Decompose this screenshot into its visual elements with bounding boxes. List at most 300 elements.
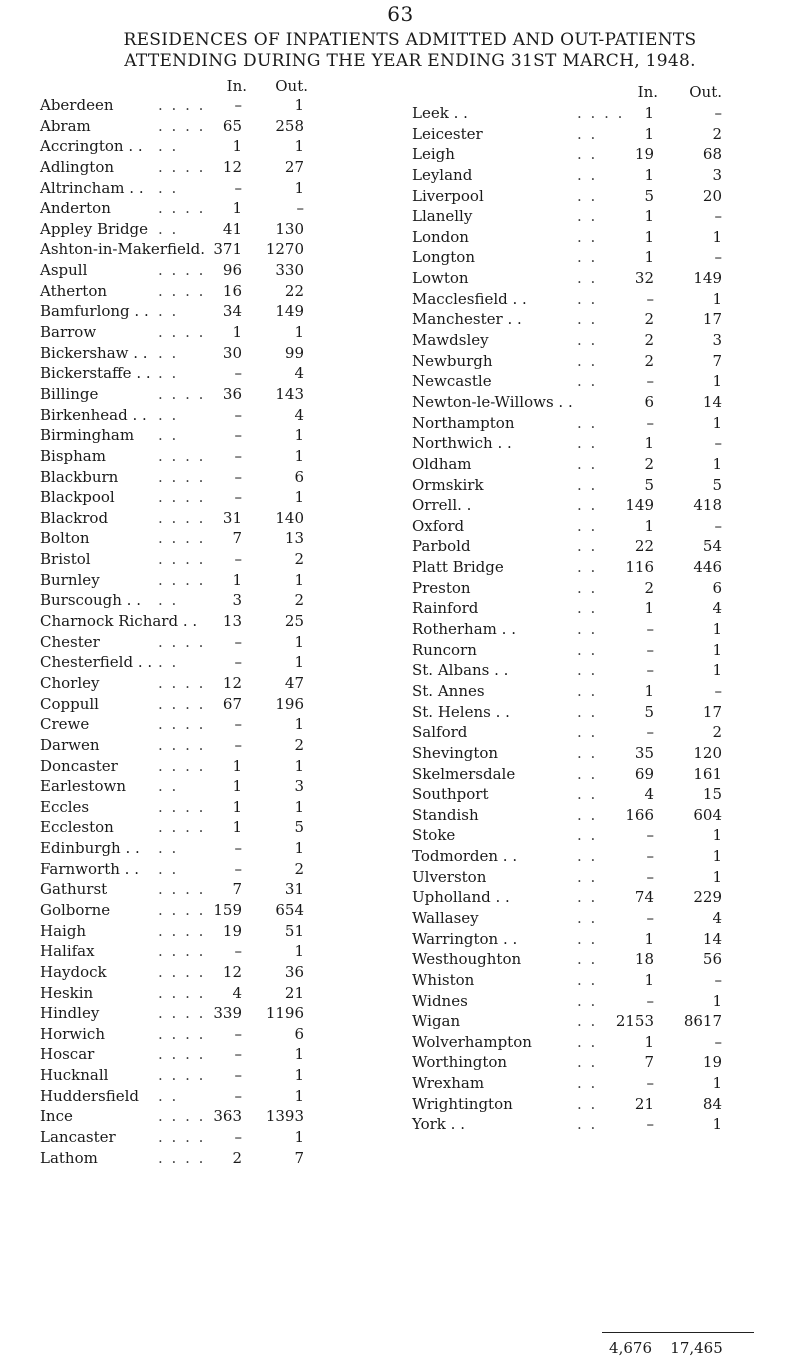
table-row bbox=[40, 632, 370, 653]
in-count: 21 bbox=[634, 1094, 654, 1113]
table-row bbox=[412, 516, 742, 537]
place-name: Aspull bbox=[40, 261, 88, 280]
in-count: 1 bbox=[644, 516, 654, 535]
out-count: 1 bbox=[294, 426, 304, 445]
leader-dots: . . bbox=[577, 537, 598, 556]
table-row bbox=[412, 268, 742, 289]
in-count: – bbox=[234, 96, 242, 114]
place-name: St. Albans . . bbox=[412, 661, 509, 680]
out-count: 1 bbox=[294, 942, 304, 961]
place-name: Charnock Richard . . bbox=[40, 612, 198, 631]
in-count: 2 bbox=[644, 331, 654, 350]
place-name: Aberdeen bbox=[40, 96, 114, 114]
in-count: – bbox=[234, 1066, 242, 1085]
table-row bbox=[40, 363, 370, 384]
in-count: – bbox=[234, 426, 242, 445]
out-count: 2 bbox=[712, 124, 722, 143]
place-name: Worthington bbox=[412, 1053, 508, 1072]
place-name: Eccleston bbox=[40, 818, 114, 837]
in-count: 5 bbox=[644, 475, 654, 494]
leader-dots: . . bbox=[158, 178, 179, 197]
table-row bbox=[412, 1052, 742, 1073]
out-count: 258 bbox=[275, 116, 304, 135]
table-row bbox=[40, 962, 370, 983]
in-count: 7 bbox=[232, 880, 242, 899]
table-row bbox=[412, 846, 742, 867]
leader-dots: . . . . bbox=[158, 735, 206, 754]
place-name: Southport bbox=[412, 785, 489, 804]
in-header: In. bbox=[226, 77, 247, 95]
leader-dots: . . . . bbox=[158, 715, 206, 734]
table-row bbox=[40, 467, 370, 488]
table-row bbox=[40, 879, 370, 900]
leader-dots: . . bbox=[577, 702, 598, 721]
table-row bbox=[40, 1044, 370, 1065]
in-count: – bbox=[234, 488, 242, 507]
out-count: 1 bbox=[294, 446, 304, 465]
leader-dots: . . bbox=[577, 207, 598, 226]
table-row bbox=[412, 722, 742, 743]
leader-dots: . . . . bbox=[158, 962, 206, 981]
leader-dots: . . . . bbox=[158, 570, 206, 589]
out-count: 1 bbox=[294, 1128, 304, 1147]
place-name: Stoke bbox=[412, 826, 456, 845]
out-count: 54 bbox=[702, 537, 722, 556]
out-count: 2 bbox=[294, 550, 304, 569]
leader-dots: . . . . bbox=[158, 756, 206, 775]
leader-dots: . . . . bbox=[158, 1024, 206, 1043]
totals-row bbox=[596, 1339, 723, 1357]
table-row bbox=[412, 949, 742, 970]
place-name: Burscough . . bbox=[40, 591, 141, 610]
table-row bbox=[40, 1148, 370, 1169]
out-count: 27 bbox=[284, 157, 304, 176]
out-count: 140 bbox=[275, 508, 304, 527]
in-count: 1 bbox=[644, 681, 654, 700]
table-row bbox=[40, 735, 370, 756]
place-name: Gathurst bbox=[40, 880, 108, 899]
table-row bbox=[40, 281, 370, 302]
place-name: Hucknall bbox=[40, 1066, 109, 1085]
in-count: 67 bbox=[222, 694, 242, 713]
leader-dots: . . . . bbox=[158, 880, 206, 899]
table-row bbox=[40, 487, 370, 508]
table-row bbox=[412, 1114, 742, 1135]
leader-dots: . . bbox=[577, 908, 598, 927]
table-row bbox=[412, 144, 742, 165]
in-count: – bbox=[646, 1074, 654, 1093]
out-count: 14 bbox=[702, 929, 722, 948]
table-row bbox=[412, 825, 742, 846]
place-name: St. Annes bbox=[412, 681, 485, 700]
place-name: Warrington . . bbox=[412, 929, 518, 948]
in-count: 1 bbox=[232, 323, 242, 342]
out-count: 1 bbox=[712, 227, 722, 246]
out-count: 330 bbox=[275, 261, 304, 280]
table-row bbox=[412, 784, 742, 805]
leader-dots: . . bbox=[577, 227, 598, 246]
out-count: 1 bbox=[712, 413, 722, 432]
in-count: 16 bbox=[222, 281, 242, 300]
table-row bbox=[40, 1065, 370, 1086]
in-count: – bbox=[646, 640, 654, 659]
in-count: 371 bbox=[213, 240, 242, 259]
place-name: Bamfurlong . . bbox=[40, 302, 149, 321]
out-count: – bbox=[714, 970, 722, 989]
place-name: Eccles bbox=[40, 797, 90, 816]
in-count: 18 bbox=[634, 950, 654, 969]
place-name: Westhoughton bbox=[412, 950, 522, 969]
place-name: Leyland bbox=[412, 165, 473, 184]
table-row bbox=[40, 611, 370, 632]
in-count: 7 bbox=[232, 529, 242, 548]
out-count: 2 bbox=[294, 591, 304, 610]
in-count: 31 bbox=[222, 508, 242, 527]
place-name: Whiston bbox=[412, 970, 475, 989]
left-column-header bbox=[40, 77, 370, 97]
place-name: Edinburgh . . bbox=[40, 839, 140, 858]
in-count: 4 bbox=[232, 983, 242, 1002]
in-count: – bbox=[234, 653, 242, 672]
table-row bbox=[412, 433, 742, 454]
table-row bbox=[412, 330, 742, 351]
table-row bbox=[412, 1032, 742, 1053]
place-name: Doncaster bbox=[40, 756, 118, 775]
leader-dots: . . bbox=[577, 805, 598, 824]
out-count: 229 bbox=[693, 888, 722, 907]
place-name: Salford bbox=[412, 723, 468, 742]
table-row bbox=[40, 859, 370, 880]
table-row bbox=[40, 178, 370, 199]
in-count: 3 bbox=[232, 591, 242, 610]
place-name: Manchester . . bbox=[412, 310, 522, 329]
leader-dots: . . . . bbox=[158, 199, 206, 218]
table-row bbox=[40, 549, 370, 570]
leader-dots: . . bbox=[577, 516, 598, 535]
out-count: 120 bbox=[693, 743, 722, 762]
left-rows bbox=[40, 95, 370, 1168]
place-name: Blackburn bbox=[40, 467, 119, 486]
leader-dots: . . bbox=[158, 364, 179, 383]
table-row bbox=[412, 1073, 742, 1094]
leader-dots: . . . . bbox=[158, 1148, 206, 1167]
left-column bbox=[40, 77, 370, 1167]
out-count: 654 bbox=[275, 900, 304, 919]
place-name: Wolverhampton bbox=[412, 1032, 532, 1051]
out-count: 1 bbox=[294, 1045, 304, 1064]
place-name: Upholland . . bbox=[412, 888, 510, 907]
in-count: 12 bbox=[222, 673, 242, 692]
leader-dots: . . bbox=[577, 1012, 598, 1031]
leader-dots: . . bbox=[577, 496, 598, 515]
in-count: 1 bbox=[232, 777, 242, 796]
right-rows bbox=[412, 103, 742, 1135]
in-count: 1 bbox=[644, 970, 654, 989]
leader-dots: . . bbox=[577, 434, 598, 453]
leader-dots: . . bbox=[577, 661, 598, 680]
out-count: 1 bbox=[712, 991, 722, 1010]
in-count: – bbox=[646, 908, 654, 927]
in-count: 339 bbox=[213, 1004, 242, 1023]
out-count: 1 bbox=[294, 323, 304, 342]
out-count: 1 bbox=[294, 137, 304, 156]
leader-dots: . . . . bbox=[158, 116, 206, 135]
out-count: 84 bbox=[702, 1094, 722, 1113]
table-row bbox=[40, 136, 370, 157]
table-row bbox=[40, 239, 370, 260]
table-row bbox=[40, 797, 370, 818]
leader-dots: . . bbox=[577, 413, 598, 432]
place-name: Wrightington bbox=[412, 1094, 513, 1113]
in-count: – bbox=[234, 405, 242, 424]
in-count: 1 bbox=[644, 248, 654, 267]
place-name: Coppull bbox=[40, 694, 99, 713]
out-count: 1 bbox=[712, 372, 722, 391]
totals-rule bbox=[602, 1332, 754, 1333]
in-count: 65 bbox=[222, 116, 242, 135]
place-name: Haydock bbox=[40, 962, 107, 981]
place-name: Widnes bbox=[412, 991, 468, 1010]
place-name: Wallasey bbox=[412, 908, 479, 927]
out-count: 196 bbox=[275, 694, 304, 713]
leader-dots: . . bbox=[577, 1074, 598, 1093]
out-count: 2 bbox=[712, 723, 722, 742]
out-count: 17 bbox=[702, 310, 722, 329]
in-count: – bbox=[234, 839, 242, 858]
leader-dots: . . bbox=[158, 859, 179, 878]
leader-dots: . . . . bbox=[158, 632, 206, 651]
place-name: Leicester bbox=[412, 124, 483, 143]
place-name: Burnley bbox=[40, 570, 100, 589]
table-row bbox=[412, 309, 742, 330]
place-name: Halifax bbox=[40, 942, 95, 961]
leader-dots: . . bbox=[577, 929, 598, 948]
leader-dots: . . bbox=[577, 310, 598, 329]
leader-dots: . . bbox=[577, 289, 598, 308]
table-row bbox=[40, 941, 370, 962]
leader-dots: . . bbox=[577, 867, 598, 886]
out-count: – bbox=[714, 207, 722, 226]
leader-dots: . . bbox=[158, 302, 179, 321]
table-row bbox=[40, 1024, 370, 1045]
out-count: 3 bbox=[712, 331, 722, 350]
leader-dots: . . bbox=[577, 640, 598, 659]
out-count: 1 bbox=[294, 96, 304, 114]
in-count: – bbox=[646, 289, 654, 308]
out-count: 1393 bbox=[265, 1107, 304, 1126]
table-row bbox=[412, 103, 742, 124]
in-count: 41 bbox=[222, 219, 242, 238]
in-count: 7 bbox=[644, 1053, 654, 1072]
leader-dots: . . . . bbox=[158, 797, 206, 816]
place-name: Orrell. . bbox=[412, 496, 472, 515]
leader-dots: . . bbox=[577, 888, 598, 907]
table-row bbox=[40, 776, 370, 797]
out-count: 56 bbox=[702, 950, 722, 969]
leader-dots: . . . . bbox=[158, 157, 206, 176]
leader-dots: . . bbox=[577, 248, 598, 267]
in-count: 5 bbox=[644, 186, 654, 205]
table-row bbox=[412, 351, 742, 372]
in-count: 149 bbox=[625, 496, 654, 515]
leader-dots: . . bbox=[577, 475, 598, 494]
in-count: 363 bbox=[213, 1107, 242, 1126]
table-row bbox=[412, 124, 742, 145]
table-row bbox=[412, 970, 742, 991]
place-name: Hoscar bbox=[40, 1045, 95, 1064]
out-count: 8617 bbox=[683, 1012, 722, 1031]
leader-dots: . . bbox=[577, 186, 598, 205]
table-row bbox=[412, 392, 742, 413]
right-column-header bbox=[412, 83, 742, 103]
leader-dots: . . bbox=[577, 620, 598, 639]
table-row bbox=[40, 983, 370, 1004]
out-count: 1 bbox=[294, 488, 304, 507]
place-name: Ulverston bbox=[412, 867, 487, 886]
place-name: Macclesfield . . bbox=[412, 289, 527, 308]
out-count: – bbox=[714, 434, 722, 453]
leader-dots: . . bbox=[577, 165, 598, 184]
table-row bbox=[412, 805, 742, 826]
leader-dots: . . bbox=[577, 764, 598, 783]
table-row bbox=[40, 384, 370, 405]
table-row bbox=[40, 714, 370, 735]
out-count: 149 bbox=[275, 302, 304, 321]
in-count: – bbox=[234, 1045, 242, 1064]
table-row bbox=[412, 371, 742, 392]
place-name: Runcorn bbox=[412, 640, 477, 659]
place-name: Anderton bbox=[40, 199, 111, 218]
leader-dots: . . . . bbox=[158, 446, 206, 465]
in-count: 116 bbox=[625, 558, 654, 577]
in-count: 12 bbox=[222, 157, 242, 176]
in-count: 2 bbox=[644, 454, 654, 473]
in-count: 1 bbox=[644, 124, 654, 143]
out-count: – bbox=[714, 516, 722, 535]
out-count: – bbox=[714, 1032, 722, 1051]
leader-dots: . . . . bbox=[158, 673, 206, 692]
place-name: Blackrod bbox=[40, 508, 109, 527]
out-count: 1 bbox=[294, 715, 304, 734]
place-name: Wrexham bbox=[412, 1074, 485, 1093]
page-number: 63 bbox=[387, 2, 414, 26]
table-row bbox=[40, 157, 370, 178]
place-name: Heskin bbox=[40, 983, 94, 1002]
out-count: 446 bbox=[693, 558, 722, 577]
in-count: 4 bbox=[644, 785, 654, 804]
leader-dots: . . bbox=[577, 743, 598, 762]
place-name: Oxford bbox=[412, 516, 465, 535]
out-count: 1 bbox=[294, 756, 304, 775]
out-count: 99 bbox=[284, 343, 304, 362]
leader-dots: . . . . bbox=[158, 1128, 206, 1147]
place-name: Newcastle bbox=[412, 372, 492, 391]
out-count: – bbox=[296, 199, 304, 218]
place-name: Parbold bbox=[412, 537, 471, 556]
out-count: 1 bbox=[712, 1115, 722, 1134]
in-count: 1 bbox=[232, 797, 242, 816]
out-count: 20 bbox=[702, 186, 722, 205]
in-count: – bbox=[646, 991, 654, 1010]
leader-dots: . . bbox=[158, 426, 179, 445]
leader-dots: . . . . bbox=[158, 508, 206, 527]
place-name: Newburgh bbox=[412, 351, 493, 370]
out-count: 143 bbox=[275, 384, 304, 403]
out-count: 3 bbox=[294, 777, 304, 796]
leader-dots: . . . . bbox=[158, 488, 206, 507]
place-name: Bickershaw . . bbox=[40, 343, 148, 362]
place-name: Rotherham . . bbox=[412, 620, 516, 639]
place-name: Ormskirk bbox=[412, 475, 484, 494]
out-count: 6 bbox=[294, 467, 304, 486]
leader-dots: . . bbox=[158, 343, 179, 362]
in-count: – bbox=[234, 364, 242, 383]
place-name: Leek . . bbox=[412, 104, 468, 122]
table-row bbox=[40, 590, 370, 611]
out-count: 5 bbox=[294, 818, 304, 837]
leader-dots: . . . . bbox=[158, 261, 206, 280]
table-row bbox=[40, 95, 370, 116]
leader-dots: . . bbox=[158, 653, 179, 672]
in-count: 2 bbox=[644, 351, 654, 370]
place-name: Llanelly bbox=[412, 207, 473, 226]
place-name: Todmorden . . bbox=[412, 847, 518, 866]
place-name: Birkenhead . . bbox=[40, 405, 147, 424]
in-count: – bbox=[234, 859, 242, 878]
place-name: Leigh bbox=[412, 145, 455, 164]
place-name: Abram bbox=[40, 116, 91, 135]
table-row bbox=[40, 528, 370, 549]
table-row bbox=[40, 838, 370, 859]
out-count: 1 bbox=[294, 653, 304, 672]
leader-dots: . . bbox=[577, 578, 598, 597]
leader-dots: . . bbox=[577, 599, 598, 618]
in-count: 1 bbox=[644, 434, 654, 453]
out-count: 4 bbox=[712, 599, 722, 618]
in-count: 32 bbox=[634, 269, 654, 288]
in-count: 2153 bbox=[615, 1012, 654, 1031]
in-count: 1 bbox=[644, 104, 654, 122]
in-count: – bbox=[234, 632, 242, 651]
table-row bbox=[40, 1106, 370, 1127]
leader-dots: . . bbox=[577, 331, 598, 350]
title-line-2: ATTENDING DURING THE YEAR ENDING 31ST MARCH, 1948. bbox=[124, 51, 696, 71]
in-count: 36 bbox=[222, 384, 242, 403]
place-name: Oldham bbox=[412, 454, 472, 473]
in-count: – bbox=[646, 372, 654, 391]
table-row bbox=[40, 343, 370, 364]
out-count: 1 bbox=[294, 178, 304, 197]
table-row bbox=[412, 1011, 742, 1032]
table-row bbox=[412, 495, 742, 516]
place-name: Altrincham . . bbox=[40, 178, 144, 197]
in-count: – bbox=[646, 620, 654, 639]
in-count: – bbox=[234, 1128, 242, 1147]
place-name: Haigh bbox=[40, 921, 87, 940]
out-count: 4 bbox=[294, 405, 304, 424]
table-row bbox=[412, 640, 742, 661]
place-name: Crewe bbox=[40, 715, 90, 734]
out-count: 1 bbox=[712, 289, 722, 308]
out-count: 1 bbox=[294, 797, 304, 816]
out-count: 15 bbox=[702, 785, 722, 804]
place-name: Blackpool bbox=[40, 488, 115, 507]
table-row bbox=[40, 405, 370, 426]
total-out: 17,465 bbox=[670, 1339, 723, 1357]
in-count: 1 bbox=[644, 207, 654, 226]
leader-dots: . . . . bbox=[158, 550, 206, 569]
out-count: 130 bbox=[275, 219, 304, 238]
